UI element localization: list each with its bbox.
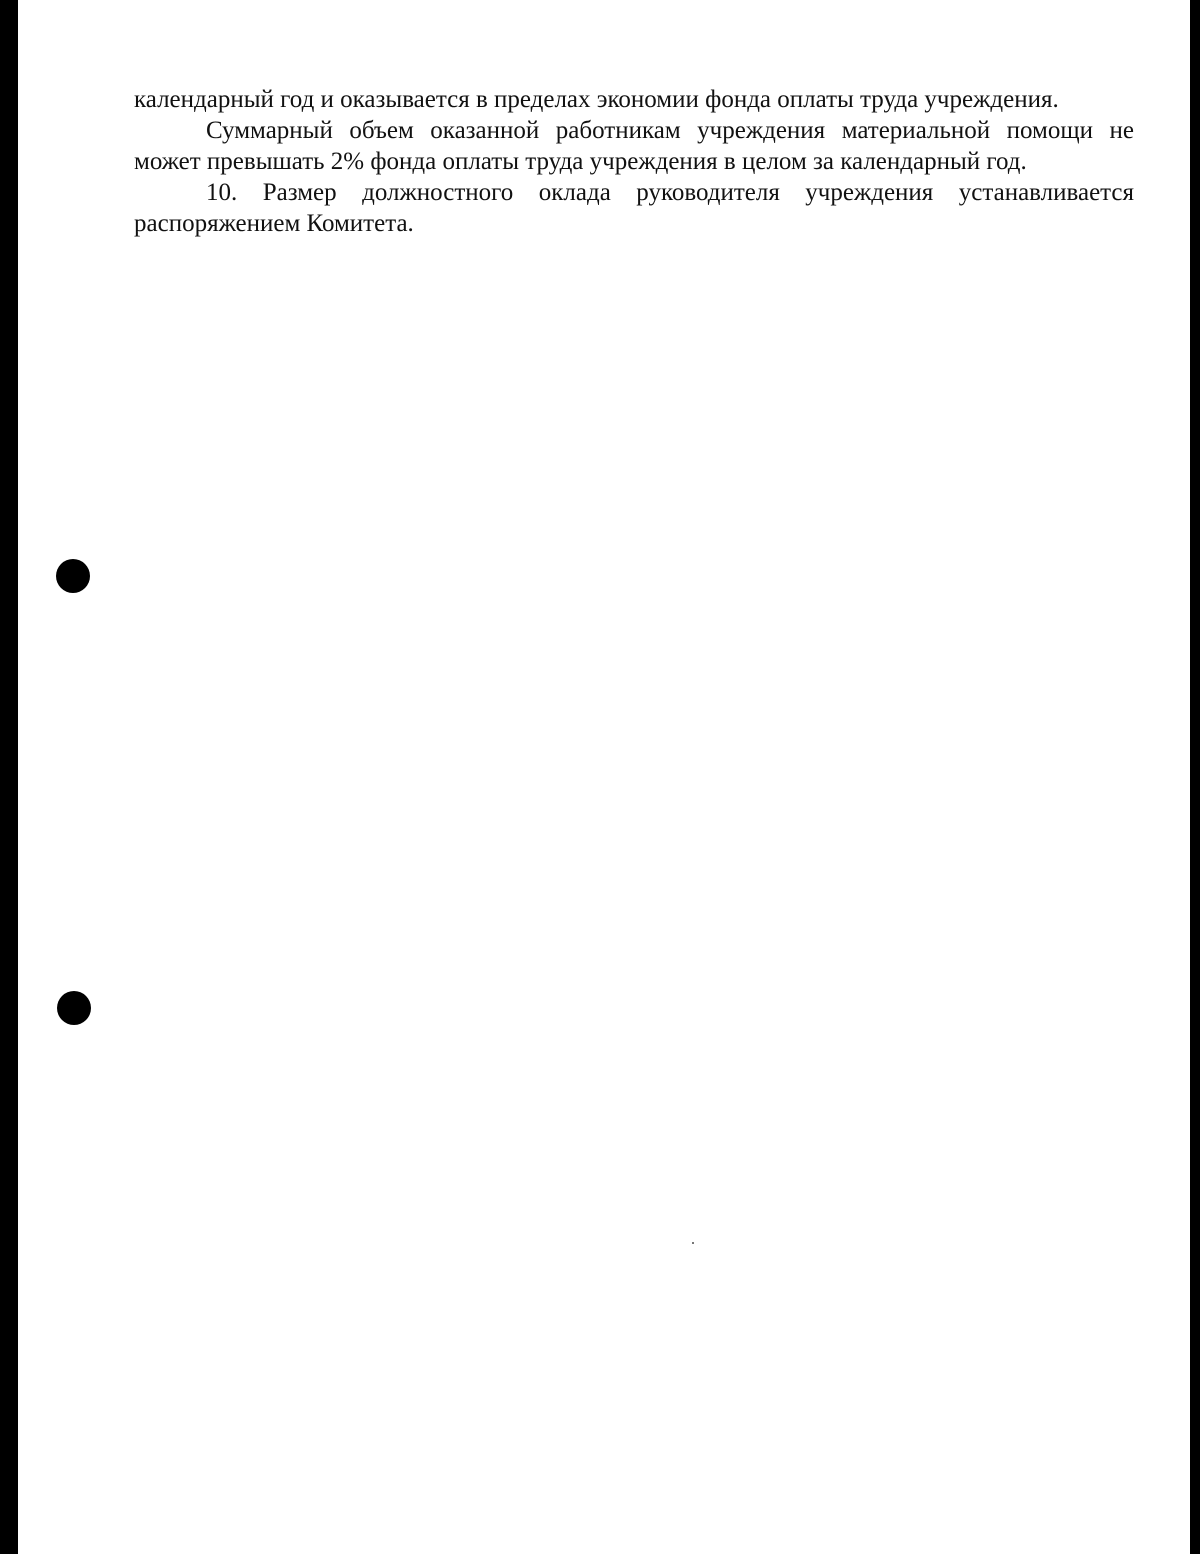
paragraph-item-10: 10. Размер должностного оклада руководителя учреждения устанавливается распоряжением Комитета.	[134, 179, 1134, 237]
document-body	[134, 84, 1134, 239]
punch-hole-bottom	[57, 991, 91, 1025]
scan-edge-right	[1190, 0, 1200, 1554]
punch-hole-top	[56, 559, 90, 593]
paragraph-material-aid-limit: Суммарный объем оказанной работникам учреждения материальной помощи не может превышать 2% фонда оплаты труда учреждения в целом за календарный год.	[134, 117, 1134, 175]
scan-speck	[692, 1242, 694, 1244]
scan-edge-left	[0, 0, 18, 1554]
paragraph-continuation: календарный год и оказывается в пределах экономии фонда оплаты труда учреждения.	[134, 86, 1059, 113]
